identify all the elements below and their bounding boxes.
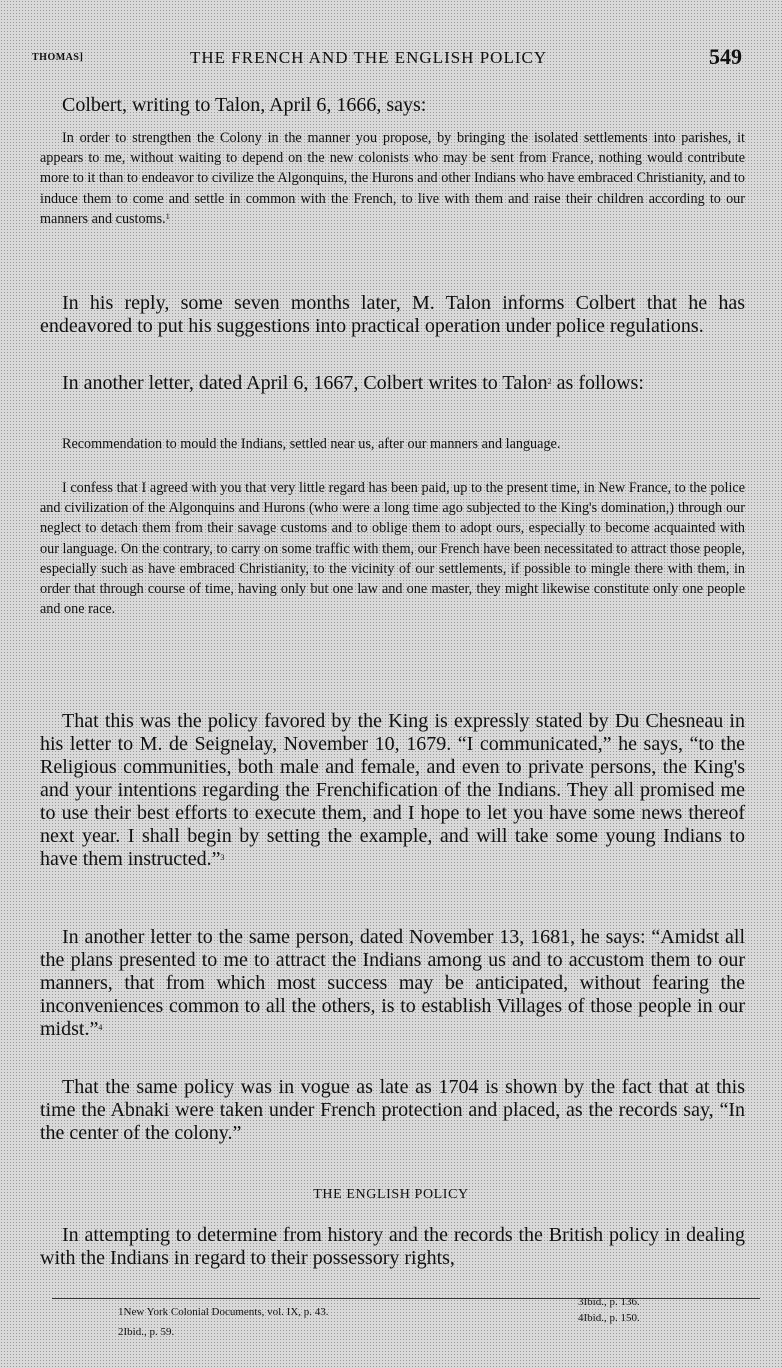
paragraph-1 (40, 292, 745, 338)
paragraph-3-body: That this was the policy favored by the King is expressly stated by Du Chesneau in his letter to M. de Seignelay, November 10, 1679. “I communicated,” he says, “to the Religious communities, both male and female, and even to private persons, the King's and your intentions regarding the Frenchification of the Indians. They all promised me to use their best efforts to execute them, and I hope to let you have some news thereof next year. I shall begin by setting the example, and will take some young Indians to have them instructed.” (40, 710, 745, 870)
paragraph-2-part-b: as follows: (551, 372, 644, 394)
footnote-ref-3: 3 (220, 853, 225, 862)
paragraph-2-part-a: In another letter, dated April 6, 1667, Colbert writes to Talon (62, 372, 548, 394)
running-header (32, 44, 742, 74)
page-number: 549 (709, 44, 742, 69)
paragraph-4-text (40, 926, 745, 1041)
paragraph-2-text (40, 372, 745, 395)
footnote-3: 3Ibid., p. 136. (578, 1296, 640, 1308)
quote-1-text (40, 128, 745, 229)
paragraph-3-text (40, 710, 745, 871)
paragraph-2 (40, 372, 745, 395)
paragraph-6-text: In attempting to determine from history and the records the British policy in dealing with the Indians in regard to their possessory rights, (40, 1224, 745, 1269)
footnote-ref-2: 2 (547, 377, 552, 386)
footnote-4: 4Ibid., p. 150. (578, 1312, 640, 1324)
footnote-2: 2Ibid., p. 59. (118, 1326, 175, 1338)
paragraph-3 (40, 710, 745, 871)
section-heading: THE ENGLISH POLICY (313, 1187, 469, 1202)
footnote-ref-4: 4 (98, 1023, 103, 1032)
quote-1 (40, 128, 745, 229)
paragraph-4 (40, 926, 745, 1041)
quote-2b (40, 478, 745, 619)
paragraph-5 (40, 1076, 745, 1145)
intro-line (40, 94, 745, 117)
paragraph-5-text: That the same policy was in vogue as late as 1704 is shown by the fact that at this time the Abnaki were taken under French protection and placed, as the records say, “In the center of the colony.” (40, 1076, 745, 1144)
quote-2b-text: I confess that I agreed with you that very little regard has been paid, up to the present time, in New France, to the police and civilization of the Algonquins and Hurons (who were a long time ago subjected to the King's domination,) through our neglect to detach them from their savage customs and to oblige them to adopt ours, especially to become acquainted with our language. On the contrary, to carry on some traffic with them, our French have been necessitated to attract those people, especially such as have embraced Christianity, to the vicinity of our settlements, if possible to mingle there with them, in order that through course of time, having only but one law and one master, they might likewise constitute only one people and one race. (40, 480, 745, 618)
footnote-ref-1: 1 (165, 211, 170, 221)
paragraph-1-text: In his reply, some seven months later, M. Talon informs Colbert that he has endeavored to put his suggestions into practical operation under police regulations. (40, 292, 745, 337)
quote-2a-text: Recommendation to mould the Indians, settled near us, after our manners and language. (62, 436, 561, 452)
footnote-1: 1New York Colonial Documents, vol. IX, p. 43. (118, 1306, 329, 1318)
paragraph-4-body: In another letter to the same person, dated November 13, 1681, he says: “Amidst all the plans presented to me to attract the Indians among us and to accustom them to our manners, that from which most success may be anticipated, without fearing the inconveniences common to all the others, is to establish Villages of those people in our midst.” (40, 926, 745, 1040)
paragraph-6 (40, 1224, 745, 1270)
footnote-divider (52, 1298, 760, 1299)
quote-1-body: In order to strengthen the Colony in the manner you propose, by bringing the isolated settlements into parishes, it appears to me, without waiting to depend on the new colonists who may be sent from France, nothing would contribute more to it than to endeavor to civilize the Algonquins, the Hurons and other Indians who have embraced Christianity, and to induce them to come and settle in common with the French, to live with them and raise their children according to our manners and customs. (40, 130, 745, 227)
intro-text: Colbert, writing to Talon, April 6, 1666, says: (62, 94, 427, 116)
header-title: THE FRENCH AND THE ENGLISH POLICY (190, 48, 548, 67)
header-author: THOMAS] (32, 52, 84, 63)
quote-2a (40, 434, 745, 454)
